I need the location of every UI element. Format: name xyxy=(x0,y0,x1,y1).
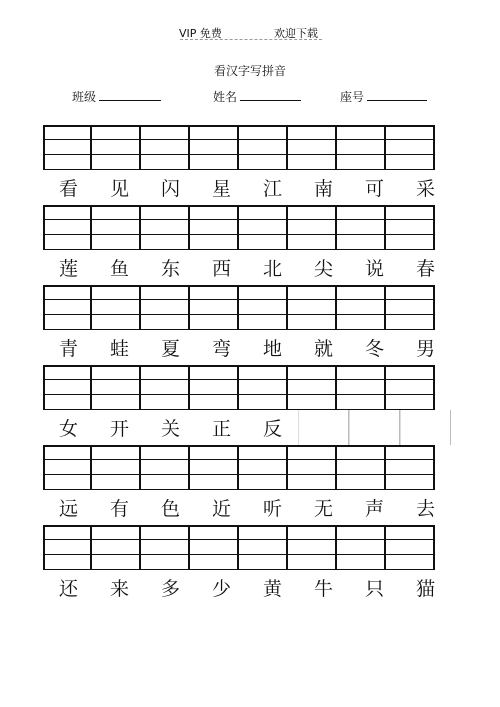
name-blank[interactable] xyxy=(240,88,301,101)
hanzi-cell: 有 xyxy=(109,498,129,520)
pinyin-box[interactable] xyxy=(141,300,190,315)
pinyin-box[interactable] xyxy=(386,540,435,555)
header-dashed-rule xyxy=(180,39,322,40)
pinyin-box[interactable] xyxy=(239,525,288,540)
pinyin-box[interactable] xyxy=(386,555,435,570)
pinyin-box[interactable] xyxy=(239,140,288,155)
pinyin-box[interactable] xyxy=(337,125,386,140)
pinyin-box[interactable] xyxy=(141,155,190,170)
pinyin-box[interactable] xyxy=(288,475,337,490)
pinyin-box[interactable] xyxy=(190,525,239,540)
character-row xyxy=(43,250,452,285)
pinyin-box[interactable] xyxy=(386,285,435,300)
hanzi-cell: 星 xyxy=(211,178,231,200)
pinyin-box[interactable] xyxy=(190,555,239,570)
pinyin-box[interactable] xyxy=(141,540,190,555)
pinyin-box[interactable] xyxy=(92,235,141,250)
hanzi-cell: 黄 xyxy=(262,578,282,600)
pinyin-box[interactable] xyxy=(190,395,239,410)
pinyin-worksheet xyxy=(43,125,452,605)
class-field xyxy=(72,88,161,105)
pinyin-box[interactable] xyxy=(43,315,92,330)
hanzi-cell: 采 xyxy=(415,178,435,200)
hanzi-cell: 北 xyxy=(262,258,282,280)
pinyin-writing-row xyxy=(43,525,452,540)
pinyin-box[interactable] xyxy=(288,395,337,410)
pinyin-box[interactable] xyxy=(288,235,337,250)
pinyin-box[interactable] xyxy=(239,555,288,570)
pinyin-box[interactable] xyxy=(288,445,337,460)
pinyin-box[interactable] xyxy=(288,380,337,395)
pinyin-box[interactable] xyxy=(239,445,288,460)
pinyin-box[interactable] xyxy=(337,235,386,250)
worksheet-block xyxy=(43,445,452,525)
hanzi-cell: 还 xyxy=(58,578,78,600)
pinyin-box[interactable] xyxy=(239,395,288,410)
hanzi-cell: 地 xyxy=(262,338,282,360)
hanzi-cell: 声 xyxy=(364,498,384,520)
pinyin-box[interactable] xyxy=(337,205,386,220)
pinyin-box[interactable] xyxy=(386,140,435,155)
hanzi-cell: 就 xyxy=(313,338,333,360)
vip-free-label: VIP 免费 xyxy=(179,27,222,40)
pinyin-box[interactable] xyxy=(337,300,386,315)
hanzi-cell: 可 xyxy=(364,178,384,200)
pinyin-box[interactable] xyxy=(386,300,435,315)
pinyin-box[interactable] xyxy=(141,315,190,330)
pinyin-box[interactable] xyxy=(386,395,435,410)
pinyin-writing-row xyxy=(43,300,452,315)
pinyin-box[interactable] xyxy=(141,285,190,300)
pinyin-box[interactable] xyxy=(92,125,141,140)
pinyin-box[interactable] xyxy=(190,315,239,330)
pinyin-writing-row xyxy=(43,205,452,220)
pinyin-box[interactable] xyxy=(92,475,141,490)
character-row xyxy=(43,410,452,445)
pinyin-box[interactable] xyxy=(190,205,239,220)
hanzi-cell: 夏 xyxy=(160,338,180,360)
pinyin-box[interactable] xyxy=(92,300,141,315)
pinyin-box[interactable] xyxy=(92,555,141,570)
pinyin-box[interactable] xyxy=(43,555,92,570)
pinyin-box[interactable] xyxy=(239,235,288,250)
pinyin-box[interactable] xyxy=(386,220,435,235)
pinyin-writing-row xyxy=(43,220,452,235)
hanzi-cell: 来 xyxy=(109,578,129,600)
pinyin-box[interactable] xyxy=(239,220,288,235)
pinyin-box[interactable] xyxy=(190,365,239,380)
pinyin-box[interactable] xyxy=(190,445,239,460)
hanzi-cell xyxy=(400,410,451,445)
pinyin-writing-row xyxy=(43,475,452,490)
hanzi-cell: 鱼 xyxy=(109,258,129,280)
pinyin-box[interactable] xyxy=(337,395,386,410)
hanzi-cell: 莲 xyxy=(58,258,78,280)
worksheet-block xyxy=(43,285,452,365)
pinyin-box[interactable] xyxy=(43,540,92,555)
pinyin-box[interactable] xyxy=(288,540,337,555)
pinyin-box[interactable] xyxy=(386,155,435,170)
pinyin-box[interactable] xyxy=(386,205,435,220)
pinyin-box[interactable] xyxy=(386,525,435,540)
pinyin-box[interactable] xyxy=(141,380,190,395)
name-label: 姓名 xyxy=(213,90,238,104)
pinyin-box[interactable] xyxy=(190,235,239,250)
pinyin-box[interactable] xyxy=(43,235,92,250)
hanzi-cell: 冬 xyxy=(364,338,384,360)
pinyin-box[interactable] xyxy=(92,525,141,540)
pinyin-box[interactable] xyxy=(43,140,92,155)
hanzi-cell: 男 xyxy=(415,338,435,360)
pinyin-box[interactable] xyxy=(288,315,337,330)
pinyin-box[interactable] xyxy=(337,540,386,555)
hanzi-cell: 东 xyxy=(160,258,180,280)
hanzi-cell: 牛 xyxy=(313,578,333,600)
hanzi-cell: 开 xyxy=(109,418,129,440)
pinyin-box[interactable] xyxy=(337,380,386,395)
pinyin-box[interactable] xyxy=(190,380,239,395)
character-row xyxy=(43,170,452,205)
hanzi-cell: 看 xyxy=(58,178,78,200)
character-row xyxy=(43,330,452,365)
pinyin-box[interactable] xyxy=(43,445,92,460)
pinyin-box[interactable] xyxy=(141,220,190,235)
pinyin-writing-row xyxy=(43,365,452,380)
pinyin-box[interactable] xyxy=(386,125,435,140)
pinyin-box[interactable] xyxy=(190,300,239,315)
pinyin-box[interactable] xyxy=(190,155,239,170)
pinyin-box[interactable] xyxy=(239,365,288,380)
pinyin-box[interactable] xyxy=(92,460,141,475)
worksheet-block xyxy=(43,525,452,605)
pinyin-box[interactable] xyxy=(92,380,141,395)
hanzi-cell: 女 xyxy=(58,418,78,440)
pinyin-box[interactable] xyxy=(337,285,386,300)
hanzi-cell: 说 xyxy=(364,258,384,280)
hanzi-cell: 多 xyxy=(160,578,180,600)
pinyin-box[interactable] xyxy=(239,125,288,140)
pinyin-box[interactable] xyxy=(43,525,92,540)
pinyin-box[interactable] xyxy=(43,300,92,315)
pinyin-box[interactable] xyxy=(43,125,92,140)
pinyin-box[interactable] xyxy=(92,395,141,410)
seat-field xyxy=(340,88,427,105)
pinyin-box[interactable] xyxy=(92,315,141,330)
pinyin-box[interactable] xyxy=(288,300,337,315)
pinyin-box[interactable] xyxy=(92,205,141,220)
pinyin-box[interactable] xyxy=(141,460,190,475)
pinyin-box[interactable] xyxy=(288,460,337,475)
pinyin-box[interactable] xyxy=(190,220,239,235)
hanzi-cell: 见 xyxy=(109,178,129,200)
pinyin-box[interactable] xyxy=(239,285,288,300)
pinyin-box[interactable] xyxy=(43,155,92,170)
pinyin-box[interactable] xyxy=(43,365,92,380)
pinyin-box[interactable] xyxy=(92,155,141,170)
pinyin-box[interactable] xyxy=(141,140,190,155)
pinyin-box[interactable] xyxy=(92,220,141,235)
pinyin-box[interactable] xyxy=(141,205,190,220)
pinyin-box[interactable] xyxy=(190,140,239,155)
hanzi-cell: 蛙 xyxy=(109,338,129,360)
pinyin-box[interactable] xyxy=(337,155,386,170)
pinyin-box[interactable] xyxy=(337,555,386,570)
pinyin-box[interactable] xyxy=(239,315,288,330)
pinyin-box[interactable] xyxy=(92,140,141,155)
class-label: 班级 xyxy=(72,90,97,104)
hanzi-cell: 听 xyxy=(262,498,282,520)
seat-blank[interactable] xyxy=(367,88,427,101)
pinyin-box[interactable] xyxy=(239,460,288,475)
pinyin-box[interactable] xyxy=(43,220,92,235)
pinyin-box[interactable] xyxy=(386,380,435,395)
pinyin-box[interactable] xyxy=(92,445,141,460)
welcome-download-label: 欢迎下载 xyxy=(274,27,318,40)
hanzi-cell: 西 xyxy=(211,258,231,280)
pinyin-box[interactable] xyxy=(43,205,92,220)
pinyin-box[interactable] xyxy=(288,140,337,155)
hanzi-cell: 无 xyxy=(313,498,333,520)
pinyin-box[interactable] xyxy=(141,365,190,380)
download-header xyxy=(0,25,500,43)
hanzi-cell: 少 xyxy=(211,578,231,600)
pinyin-box[interactable] xyxy=(386,235,435,250)
pinyin-box[interactable] xyxy=(141,125,190,140)
seat-label: 座号 xyxy=(340,90,365,104)
pinyin-box[interactable] xyxy=(239,300,288,315)
pinyin-box[interactable] xyxy=(239,475,288,490)
pinyin-box[interactable] xyxy=(190,460,239,475)
pinyin-box[interactable] xyxy=(190,475,239,490)
pinyin-box[interactable] xyxy=(386,445,435,460)
pinyin-writing-row xyxy=(43,235,452,250)
pinyin-box[interactable] xyxy=(239,155,288,170)
pinyin-box[interactable] xyxy=(92,540,141,555)
hanzi-cell: 去 xyxy=(415,498,435,520)
pinyin-box[interactable] xyxy=(288,155,337,170)
hanzi-cell: 猫 xyxy=(415,578,435,600)
pinyin-box[interactable] xyxy=(386,315,435,330)
pinyin-box[interactable] xyxy=(288,555,337,570)
pinyin-writing-row xyxy=(43,315,452,330)
hanzi-cell: 尖 xyxy=(313,258,333,280)
hanzi-cell: 青 xyxy=(58,338,78,360)
pinyin-writing-row xyxy=(43,155,452,170)
pinyin-box[interactable] xyxy=(288,205,337,220)
pinyin-box[interactable] xyxy=(190,540,239,555)
pinyin-writing-row xyxy=(43,395,452,410)
pinyin-writing-row xyxy=(43,380,452,395)
page-title: 看汉字写拼音 xyxy=(213,64,286,78)
pinyin-box[interactable] xyxy=(190,125,239,140)
hanzi-cell: 远 xyxy=(58,498,78,520)
hanzi-cell: 正 xyxy=(211,418,231,440)
hanzi-cell: 近 xyxy=(211,498,231,520)
pinyin-box[interactable] xyxy=(288,285,337,300)
character-row xyxy=(43,490,452,525)
pinyin-box[interactable] xyxy=(386,460,435,475)
character-row xyxy=(43,570,452,605)
pinyin-writing-row xyxy=(43,445,452,460)
hanzi-cell: 春 xyxy=(415,258,435,280)
name-field xyxy=(213,88,301,105)
pinyin-box[interactable] xyxy=(337,365,386,380)
hanzi-cell: 江 xyxy=(262,178,282,200)
pinyin-box[interactable] xyxy=(141,475,190,490)
pinyin-writing-row xyxy=(43,140,452,155)
hanzi-cell: 色 xyxy=(160,498,180,520)
pinyin-box[interactable] xyxy=(141,235,190,250)
hanzi-cell: 反 xyxy=(262,418,282,440)
hanzi-cell xyxy=(298,410,349,445)
hanzi-cell: 弯 xyxy=(211,338,231,360)
pinyin-writing-row xyxy=(43,460,452,475)
pinyin-box[interactable] xyxy=(337,140,386,155)
pinyin-box[interactable] xyxy=(288,125,337,140)
pinyin-box[interactable] xyxy=(337,475,386,490)
hanzi-cell: 只 xyxy=(364,578,384,600)
pinyin-box[interactable] xyxy=(239,380,288,395)
pinyin-box[interactable] xyxy=(92,365,141,380)
pinyin-box[interactable] xyxy=(141,525,190,540)
pinyin-box[interactable] xyxy=(43,395,92,410)
pinyin-box[interactable] xyxy=(288,365,337,380)
pinyin-writing-row xyxy=(43,555,452,570)
pinyin-box[interactable] xyxy=(386,475,435,490)
pinyin-box[interactable] xyxy=(337,460,386,475)
pinyin-box[interactable] xyxy=(190,285,239,300)
pinyin-writing-row xyxy=(43,125,452,140)
pinyin-box[interactable] xyxy=(43,460,92,475)
pinyin-box[interactable] xyxy=(141,445,190,460)
pinyin-box[interactable] xyxy=(141,395,190,410)
pinyin-box[interactable] xyxy=(43,475,92,490)
pinyin-box[interactable] xyxy=(337,445,386,460)
worksheet-block xyxy=(43,365,452,445)
pinyin-box[interactable] xyxy=(337,220,386,235)
hanzi-cell: 关 xyxy=(160,418,180,440)
pinyin-box[interactable] xyxy=(92,285,141,300)
worksheet-block xyxy=(43,125,452,205)
pinyin-writing-row xyxy=(43,540,452,555)
class-blank[interactable] xyxy=(99,88,161,101)
pinyin-box[interactable] xyxy=(239,205,288,220)
pinyin-box[interactable] xyxy=(43,285,92,300)
pinyin-box[interactable] xyxy=(239,540,288,555)
worksheet-block xyxy=(43,205,452,285)
pinyin-box[interactable] xyxy=(337,525,386,540)
hanzi-cell xyxy=(349,410,400,445)
pinyin-box[interactable] xyxy=(43,380,92,395)
pinyin-box[interactable] xyxy=(288,220,337,235)
pinyin-box[interactable] xyxy=(386,365,435,380)
pinyin-box[interactable] xyxy=(141,555,190,570)
hanzi-cell: 闪 xyxy=(160,178,180,200)
pinyin-writing-row xyxy=(43,285,452,300)
pinyin-box[interactable] xyxy=(337,315,386,330)
hanzi-cell: 南 xyxy=(313,178,333,200)
pinyin-box[interactable] xyxy=(288,525,337,540)
